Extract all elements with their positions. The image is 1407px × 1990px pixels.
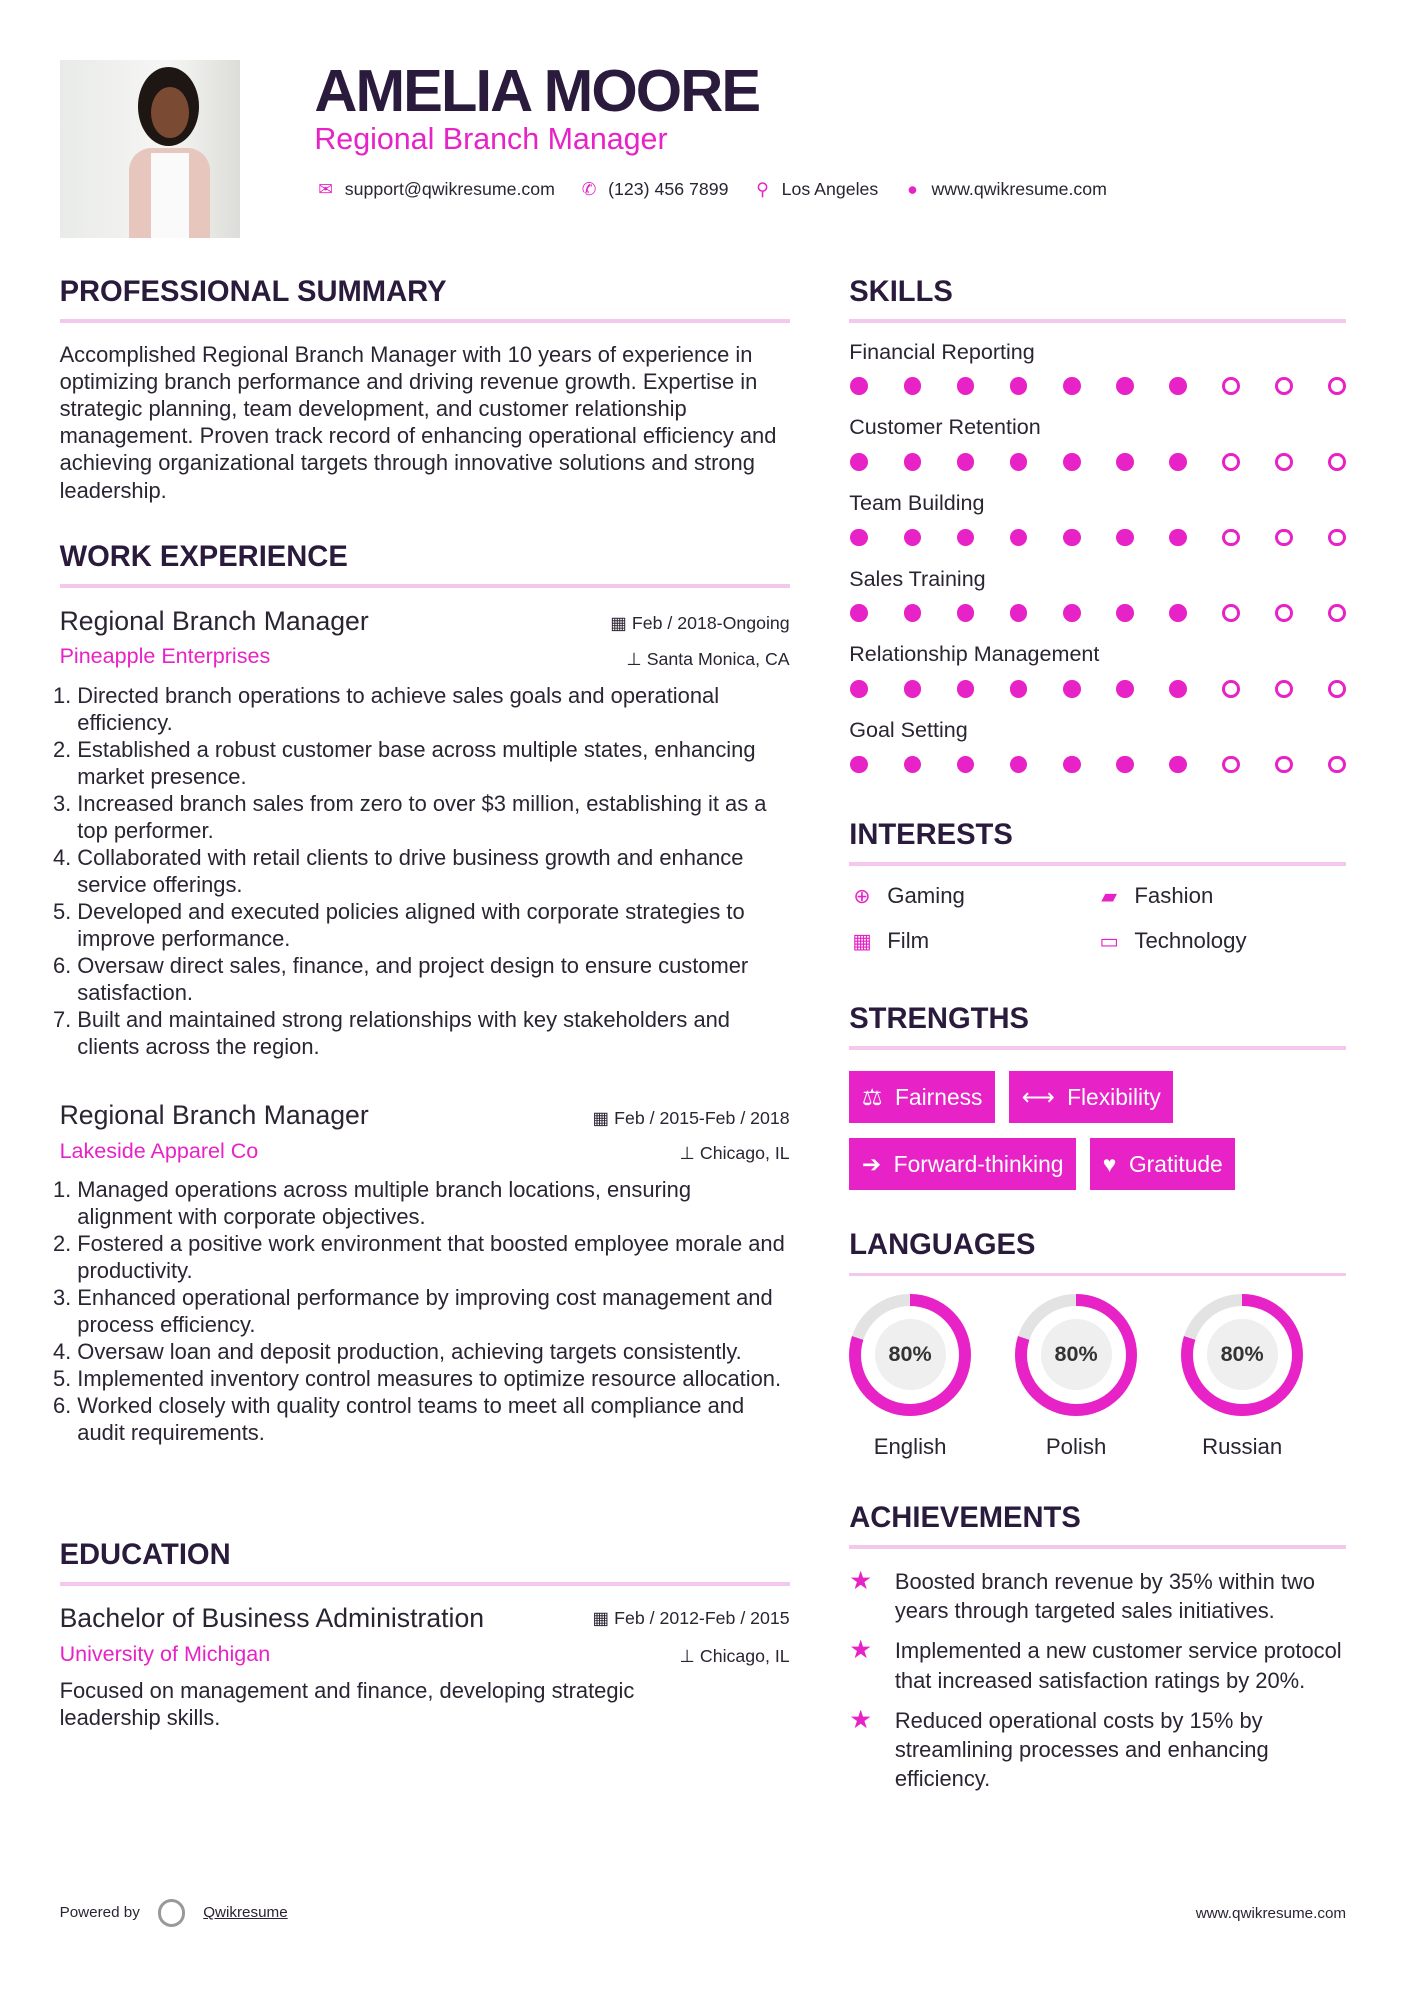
- rating-dot-empty: [1275, 604, 1293, 622]
- job-date-text: Feb / 2015-Feb / 2018: [614, 1107, 790, 1128]
- education-date: ▦ Feb / 2012-Feb / 2015: [592, 1608, 790, 1629]
- job-date: [592, 1108, 789, 1129]
- rating-dot-filled: [1116, 453, 1134, 471]
- rating-dot-filled: [850, 529, 868, 547]
- thumbtack-icon: ⊥: [679, 1646, 700, 1667]
- skill-name: Goal Setting: [849, 718, 968, 743]
- job-location: [680, 1143, 790, 1164]
- rating-dot-empty: [1275, 377, 1293, 395]
- calendar-icon: ▦: [592, 1608, 615, 1629]
- rating-dot-filled: [1169, 604, 1187, 622]
- rating-dot-filled: [957, 529, 975, 547]
- thumbtack-icon: ⊥: [626, 648, 647, 669]
- rating-dot-empty: [1275, 453, 1293, 471]
- rating-dot-empty: [1328, 604, 1346, 622]
- job-bullet: 2. Fostered a positive work environment that boosted employee morale and productivity.: [77, 1230, 789, 1284]
- rating-dot-filled: [957, 680, 975, 698]
- education-section: [60, 1539, 790, 1732]
- calendar-icon: ▦: [592, 1107, 615, 1128]
- rating-dot-filled: [1169, 453, 1187, 471]
- job-bullet: 3. Increased branch sales from zero to over $3 million, establishing it as a top performer.: [77, 790, 789, 844]
- skill-name: Sales Training: [849, 566, 986, 591]
- map-pin-icon: ⚲: [756, 178, 770, 199]
- contact-email[interactable]: support@qwikresume.com: [344, 178, 555, 199]
- rating-dot-filled: [1063, 529, 1081, 547]
- rating-dot-filled: [957, 604, 975, 622]
- strengths-section: [849, 1003, 1346, 1191]
- globe-icon: ●: [907, 178, 918, 199]
- section-heading: ACHIEVEMENTS: [849, 1501, 1081, 1534]
- achievement-text: Reduced operational costs by 15% by streamlining processes and enhancing efficiency.: [894, 1708, 1269, 1792]
- job-bullet: 5. Implemented inventory control measures to optimize resource allocation.: [77, 1365, 789, 1392]
- star-icon: ★: [849, 1636, 872, 1665]
- rating-dot-filled: [1010, 453, 1028, 471]
- rating-dot-empty: [1328, 680, 1346, 698]
- job-bullet: 4. Oversaw loan and deposit production, achieving targets consistently.: [77, 1338, 789, 1365]
- rating-dot-empty: [1328, 453, 1346, 471]
- strength-forward-thinking: ➔ Forward-thinking: [849, 1138, 1076, 1190]
- rating-dot-filled: [850, 453, 868, 471]
- skill-row: [849, 718, 1346, 773]
- skill-name: Financial Reporting: [849, 339, 1035, 364]
- job-date: [610, 613, 789, 634]
- rating-dot-empty: [1275, 680, 1293, 698]
- shopping-bag-icon: ▰: [1101, 885, 1117, 908]
- achievement-item: [849, 1567, 1346, 1625]
- achievement-text: Implemented a new customer service protocol that increased satisfaction ratings by 20%.: [894, 1638, 1342, 1693]
- job-title: Regional Branch Manager: [59, 605, 369, 636]
- star-icon: ★: [849, 1566, 872, 1595]
- job-bullet: 3. Enhanced operational performance by improving cost management and process efficiency.: [77, 1284, 789, 1338]
- rating-dot-filled: [1169, 529, 1187, 547]
- interest-film: ▦ Film: [849, 928, 1096, 954]
- rating-dot-empty: [1222, 604, 1240, 622]
- rating-dot-filled: [1010, 756, 1028, 774]
- rating-dot-empty: [1275, 529, 1293, 547]
- rating-dot-filled: [1010, 680, 1028, 698]
- divider: [60, 1582, 790, 1586]
- laptop-icon: ▭: [1099, 930, 1119, 953]
- rating-dot-empty: [1222, 377, 1240, 395]
- job-bullets: [60, 682, 790, 1060]
- rating-dot-filled: [904, 756, 922, 774]
- arrows-h-icon: ⟷: [1021, 1083, 1055, 1110]
- skill-row: [849, 642, 1346, 697]
- rating-dot-empty: [1328, 529, 1346, 547]
- skill-name: Relationship Management: [849, 642, 1100, 667]
- footer-website[interactable]: www.qwikresume.com: [1195, 1905, 1347, 1923]
- rating-dot-empty: [1328, 377, 1346, 395]
- rating-dot-filled: [1010, 604, 1028, 622]
- education-location: ⊥ Chicago, IL: [679, 1646, 790, 1667]
- job-bullet: 1. Managed operations across multiple branch locations, ensuring alignment with corporate objectives.: [77, 1176, 789, 1230]
- company-name: Lakeside Apparel Co: [59, 1138, 259, 1163]
- languages-section: [849, 1229, 1346, 1459]
- thumbtack-icon: ⊥: [679, 1143, 700, 1164]
- heart-icon: ♥: [1102, 1150, 1117, 1177]
- section-heading: PROFESSIONAL SUMMARY: [59, 276, 447, 309]
- job-title: Regional Branch Manager: [59, 1100, 369, 1131]
- qwikresume-link[interactable]: Qwikresume: [203, 1904, 288, 1922]
- language-item: [1015, 1294, 1137, 1459]
- rating-dot-filled: [1116, 377, 1134, 395]
- rating-dot-empty: [1328, 756, 1346, 774]
- section-heading: WORK EXPERIENCE: [59, 541, 348, 574]
- section-heading: INTERESTS: [849, 818, 1013, 851]
- section-heading: SKILLS: [849, 276, 953, 309]
- rating-dot-filled: [1116, 756, 1134, 774]
- rating-dot-filled: [957, 756, 975, 774]
- rating-dot-filled: [1169, 377, 1187, 395]
- rating-dot-filled: [957, 453, 975, 471]
- summary-text: Accomplished Regional Branch Manager with 10 years of experience in optimizing branch performance and driving revenue growth. Expertise in strategic planning, team development, and customer relationship management. Proven track record of enhancing operational efficiency and achieving organizational targets through innovative solutions and strong leadership.: [59, 341, 777, 503]
- divider: [849, 1545, 1346, 1549]
- job-bullet: 1. Directed branch operations to achieve sales goals and operational efficiency.: [77, 682, 789, 736]
- job-bullet: 7. Built and maintained strong relationships with key stakeholders and clients across the region.: [77, 1006, 789, 1060]
- language-percent: 80%: [875, 1319, 946, 1390]
- divider: [849, 862, 1346, 866]
- language-progress-ring: [849, 1294, 971, 1416]
- language-name: Polish: [1045, 1433, 1107, 1459]
- divider: [849, 319, 1346, 323]
- rating-dot-empty: [1222, 453, 1240, 471]
- rating-dot-filled: [1116, 604, 1134, 622]
- strength-fairness: ⚖ Fairness: [849, 1071, 995, 1123]
- rating-dot-filled: [904, 453, 922, 471]
- rating-dot-filled: [1063, 604, 1081, 622]
- section-heading: EDUCATION: [59, 1538, 231, 1571]
- skill-rating: [850, 529, 1346, 547]
- school: University of Michigan: [59, 1641, 271, 1666]
- job-bullet: 4. Collaborated with retail clients to drive business growth and enhance service offerings.: [77, 844, 789, 898]
- language-percent: 80%: [1207, 1319, 1278, 1390]
- rating-dot-filled: [1169, 680, 1187, 698]
- contact-bar: [314, 179, 1122, 200]
- language-percent: 80%: [1041, 1319, 1112, 1390]
- candidate-title: Regional Branch Manager: [314, 121, 668, 156]
- rating-dot-filled: [1063, 756, 1081, 774]
- profile-photo: [60, 60, 240, 239]
- rating-dot-empty: [1222, 680, 1240, 698]
- phone-icon: ✆: [581, 178, 597, 199]
- rating-dot-empty: [1222, 756, 1240, 774]
- rating-dot-empty: [1275, 756, 1293, 774]
- rating-dot-filled: [850, 756, 868, 774]
- section-heading: STRENGTHS: [849, 1002, 1029, 1035]
- language-item: [849, 1294, 971, 1459]
- rating-dot-filled: [904, 377, 922, 395]
- rating-dot-filled: [1116, 529, 1134, 547]
- skill-name: Customer Retention: [849, 415, 1041, 440]
- job-location-text: Santa Monica, CA: [646, 648, 790, 669]
- arrow-right-icon: ➔: [861, 1150, 881, 1177]
- degree: Bachelor of Business Administration: [59, 1603, 485, 1634]
- education-description: Focused on management and finance, developing strategic leadership skills.: [59, 1678, 635, 1731]
- skill-rating: [850, 453, 1346, 471]
- job-bullet: 5. Developed and executed policies aligned with corporate strategies to improve performance.: [77, 898, 789, 952]
- strength-gratitude: ♥ Gratitude: [1090, 1138, 1235, 1190]
- star-icon: ★: [849, 1706, 872, 1735]
- section-heading: LANGUAGES: [849, 1229, 1036, 1262]
- company-name: Pineapple Enterprises: [59, 644, 271, 669]
- job-bullets: [60, 1176, 790, 1446]
- skill-row: [849, 491, 1346, 546]
- skills-section: [849, 276, 1346, 793]
- balance-scale-icon: ⚖: [861, 1083, 883, 1110]
- rating-dot-filled: [850, 680, 868, 698]
- achievement-text: Boosted branch revenue by 35% within two years through targeted sales initiatives.: [894, 1568, 1315, 1623]
- skill-row: [849, 340, 1346, 395]
- job-date-text: Feb / 2018-Ongoing: [631, 613, 790, 634]
- calendar-icon: ▦: [610, 613, 632, 634]
- rating-dot-filled: [1169, 756, 1187, 774]
- job-bullet: 6. Oversaw direct sales, finance, and project design to ensure customer satisfaction.: [77, 952, 789, 1006]
- powered-by-label: Powered by: [59, 1904, 140, 1922]
- footer-brand: [60, 1899, 288, 1927]
- job-entry: [60, 606, 790, 1060]
- candidate-name: AMELIA MOORE: [314, 56, 760, 124]
- skill-rating: [850, 377, 1346, 395]
- strength-flexibility: ⟷ Flexibility: [1009, 1071, 1173, 1123]
- summary-section: [60, 276, 790, 503]
- rating-dot-empty: [1222, 529, 1240, 547]
- film-icon: ▦: [852, 930, 872, 953]
- interests-section: [849, 819, 1346, 955]
- qwikresume-logo-icon: [158, 1899, 186, 1927]
- rating-dot-filled: [1063, 453, 1081, 471]
- job-bullet: 6. Worked closely with quality control teams to meet all compliance and audit requirements.: [77, 1392, 789, 1446]
- achievement-item: [849, 1706, 1346, 1793]
- language-progress-ring: [1181, 1294, 1303, 1416]
- rating-dot-filled: [1010, 377, 1028, 395]
- rating-dot-filled: [1063, 377, 1081, 395]
- rating-dot-filled: [850, 604, 868, 622]
- interest-technology: ▭ Technology: [1096, 928, 1343, 954]
- interest-gaming: ⊕ Gaming: [849, 883, 1096, 909]
- experience-section: [60, 541, 790, 588]
- rating-dot-filled: [904, 529, 922, 547]
- divider: [60, 319, 790, 323]
- contact-location: Los Angeles: [781, 178, 879, 199]
- divider: [60, 584, 790, 588]
- envelope-icon: ✉: [318, 178, 334, 199]
- contact-phone[interactable]: (123) 456 7899: [608, 178, 729, 199]
- skill-rating: [850, 604, 1346, 622]
- rating-dot-filled: [957, 377, 975, 395]
- job-location-text: Chicago, IL: [699, 1143, 790, 1164]
- skill-row: [849, 415, 1346, 470]
- language-item: [1181, 1294, 1303, 1459]
- achievements-section: [849, 1502, 1346, 1794]
- skill-row: [849, 567, 1346, 622]
- rating-dot-filled: [1063, 680, 1081, 698]
- divider: [849, 1046, 1346, 1050]
- interest-fashion: ▰ Fashion: [1096, 883, 1343, 909]
- language-name: English: [873, 1433, 947, 1459]
- rating-dot-filled: [904, 680, 922, 698]
- rating-dot-filled: [850, 377, 868, 395]
- divider: [849, 1273, 1346, 1277]
- rating-dot-filled: [1116, 680, 1134, 698]
- language-progress-ring: [1015, 1294, 1137, 1416]
- skill-name: Team Building: [849, 491, 985, 516]
- contact-website[interactable]: www.qwikresume.com: [931, 178, 1107, 199]
- gamepad-icon: ⊕: [853, 885, 871, 908]
- job-bullet: 2. Established a robust customer base across multiple states, enhancing market presence.: [77, 736, 789, 790]
- skill-rating: [850, 756, 1346, 774]
- achievement-item: [849, 1636, 1346, 1694]
- job-entry: [60, 1100, 790, 1446]
- language-name: Russian: [1202, 1433, 1283, 1459]
- job-location: [626, 649, 789, 670]
- skill-rating: [850, 680, 1346, 698]
- rating-dot-filled: [904, 604, 922, 622]
- rating-dot-filled: [1010, 529, 1028, 547]
